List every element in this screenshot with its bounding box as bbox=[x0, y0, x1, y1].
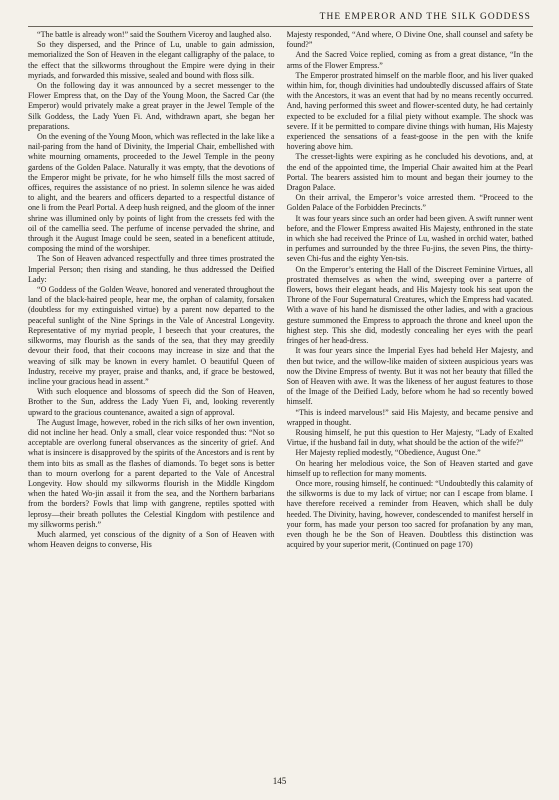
page-number: 145 bbox=[272, 776, 287, 786]
paragraph: With such eloquence and blossoms of speech did the Son of Heaven, Brother to the Sun, address the Lady Yuen Fi, and, looking reverently upward to the gracious countenance, awaited a sign of approval. bbox=[28, 387, 275, 417]
header-rule bbox=[28, 26, 533, 27]
paragraph: Much alarmed, yet conscious of the dignity of a Son of Heaven with whom Heaven deigns to converse, His bbox=[28, 529, 275, 550]
paragraph: Rousing himself, he put this question to Her Majesty, “Lady of Exalted Virtue, if the husband fail in duty, what should be the action of the wife?” bbox=[286, 427, 533, 448]
paragraph: The Son of Heaven advanced respectfully and three times prostrated the Imperial Person; then rising and standing, he thus addressed the Deified Lady: bbox=[28, 254, 275, 284]
paragraph: Majesty responded, “And where, O Divine One, shall counsel and safety be found?” bbox=[286, 30, 533, 50]
paragraph: “The battle is already won!” said the Southern Viceroy and laughed also. bbox=[37, 30, 272, 39]
paragraph: “O Goddess of the Golden Weave, honored and venerated throughout the land of the black-haired people, hear me, the orphan of calamity, forsaken (doubtless for my extinguished virtue) by a parent now departed to the peaceful sunlight of the Nine Springs in the Vale of Ancestral Longevity. Representative of my myriad people, I beseech that your creatures, the silkworms, may flourish as the sands of the sea, that they may greedily devour their food, that their cocoons may increase in size and that the weaving of silk may be known in every hamlet. O beautiful Queen of Industry, receive my prayer, praise and thanks, and, if grace be bestowed, incline your gracious head in assent.” bbox=[28, 285, 275, 386]
paragraph: On the following day it was announced by a secret messenger to the Flower Empress that, on the Day of the Young Moon, the Sacred Car (the Emperor) would privately make a great prayer in the Jewel Temple of the Silk Goddess, the Lady Yuen Fi. And, withdrawn apart, she began her preparations. bbox=[28, 81, 275, 131]
right-column bbox=[287, 30, 534, 770]
paragraph: On the Emperor’s entering the Hall of the Discreet Feminine Virtues, all prostrated themselves as when the wind, sweeping over a parterre of flowers, bows their elegant heads, and His Majesty took his seat upon the Throne of the Four Supernatural Creatures, which the Empress had vacated. With a wave of his hand he dismissed the other ladies, and with a gracious gesture summoned the Empress to approach the throne and kneel upon the highest step. This she did, modestly concealing her eyes with the pearl fringes of her head-dress. bbox=[286, 264, 533, 346]
paragraph: The August Image, however, robed in the rich silks of her own invention, did not incline her head. Only a small, clear voice responded thus: “Not so acceptable are overlong funeral observances as the sincerity of grief. And what is insincere is disapproved by the spirits of the Ancestors and is rent by them into bits as small as the flashes of diamonds. To beget sons is better than to mourn overlong for a parent departed to the Vale of Ancestral Longevity. How should my silkworms flourish in the Middle Kingdom when the hated Wo-jin assail it from the sea, and the Northern barbarians from the borders? Fowls that limp with gangrene, reptiles spotted with leprosy—their breath pollutes the Celestial Kingdom with pestilence and my silkworms perish.” bbox=[28, 417, 275, 529]
paragraph: Her Majesty replied modestly, “Obedience, August One.” bbox=[295, 448, 481, 458]
left-column bbox=[28, 30, 275, 770]
paragraph: The Emperor prostrated himself on the marble floor, and his liver quaked within him, for, though divinities had undoubtedly discussed affairs of State with the Ancestors, it was an event that had by no means recently occurred. And, having performed this sweet and flower-scented duty, he had certainly expected to be excluded for a filial piety without example. The shock was severe. If it be permitted to compare divine things with human, His Majesty experienced the sensations of a feast-goose in the pen with the knife hovering above him. bbox=[286, 70, 533, 152]
paragraph: It was four years since such an order had been given. A swift runner went before, and the Flower Empress awaited His Majesty, enthroned in the state in which she had received the Prince of Lu, washed in orchid water, bathed in perfumes and surrounded by the three Fu-jins, the seven Pins, the thirty-seven Chi-fus and the eighty Yen-tsis. bbox=[286, 213, 533, 264]
running-header: THE EMPEROR AND THE SILK GODDESS bbox=[319, 12, 531, 22]
paragraph: “This is indeed marvelous!” said His Majesty, and became pensive and wrapped in thought. bbox=[286, 407, 533, 427]
text-columns bbox=[28, 30, 533, 770]
paragraph: On hearing her melodious voice, the Son of Heaven started and gave himself up to reflection for many moments. bbox=[286, 458, 533, 478]
paragraph: The cresset-lights were expiring as he concluded his devotions, and, at the end of the appointed time, the Imperial Chair awaited him at the Pearl Portal. The bearers assisted him to mount and began their journey to the Dragon Palace. bbox=[286, 152, 533, 193]
paragraph: On the evening of the Young Moon, which was reflected in the lake like a nail-paring from the hand of Divinity, the Imperial Chair, embellished with white mourning ornaments, proceeded to the Jewel Temple in the peony gardens of the Golden Palace. Naturally it was empty, that the devotions of the Emperor might be private, for he who himself fills the most sacred of offices, requires the assistance of no priest. In solemn silence he was aided to alight, and the bearers and officers departed to a respectful distance of one li from the Pearl Portal. A deep hush reigned, and the gloom of the inner shrine was illumined only by points of light from the cressets fed with the oil of the camellia seed. The perfume of incense pervaded the shrine, and through it the August Image could be seen, seated in a beneficent attitude, composing the mind of the worshiper. bbox=[28, 132, 275, 254]
paragraph: On their arrival, the Emperor’s voice arrested them. “Proceed to the Golden Palace of the Forbidden Precincts.” bbox=[286, 193, 533, 213]
paragraph: Once more, rousing himself, he continued: “Undoubtedly this calamity of the silkworms is due to my lack of virtue; nor can I escape from blame. I have therefore received a reminder from Heaven, which shall be duly heeded. The Divinity, having, however, condescended to manifest herself in your form, has made your person too sacred for profanation by any man, even though he be the Son of Heaven. Doubtless this distinction was acquired by your superior merit, (Continued on page 170) bbox=[286, 478, 533, 550]
paragraph: So they dispersed, and the Prince of Lu, unable to gain admission, memorialized the Son of Heaven in the elegant calligraphy of the palace, to the effect that the silkworms throughout the Empire were dying in their myriads, and forwarded this missive, sealed and bound with floss silk. bbox=[28, 40, 275, 80]
paragraph: And the Sacred Voice replied, coming as from a great distance, “In the arms of the Flower Empress.” bbox=[286, 50, 533, 70]
paragraph: It was four years since the Imperial Eyes had beheld Her Majesty, and then but twice, and the willow-like maiden of sixteen auspicious years was now the Divine Empress of twenty. But it was not her beauty that filled the Son of Heaven with awe. It was the likeness of her august features to those of the Image of the Deified Lady, before whom he had so recently bowed himself. bbox=[286, 346, 533, 407]
